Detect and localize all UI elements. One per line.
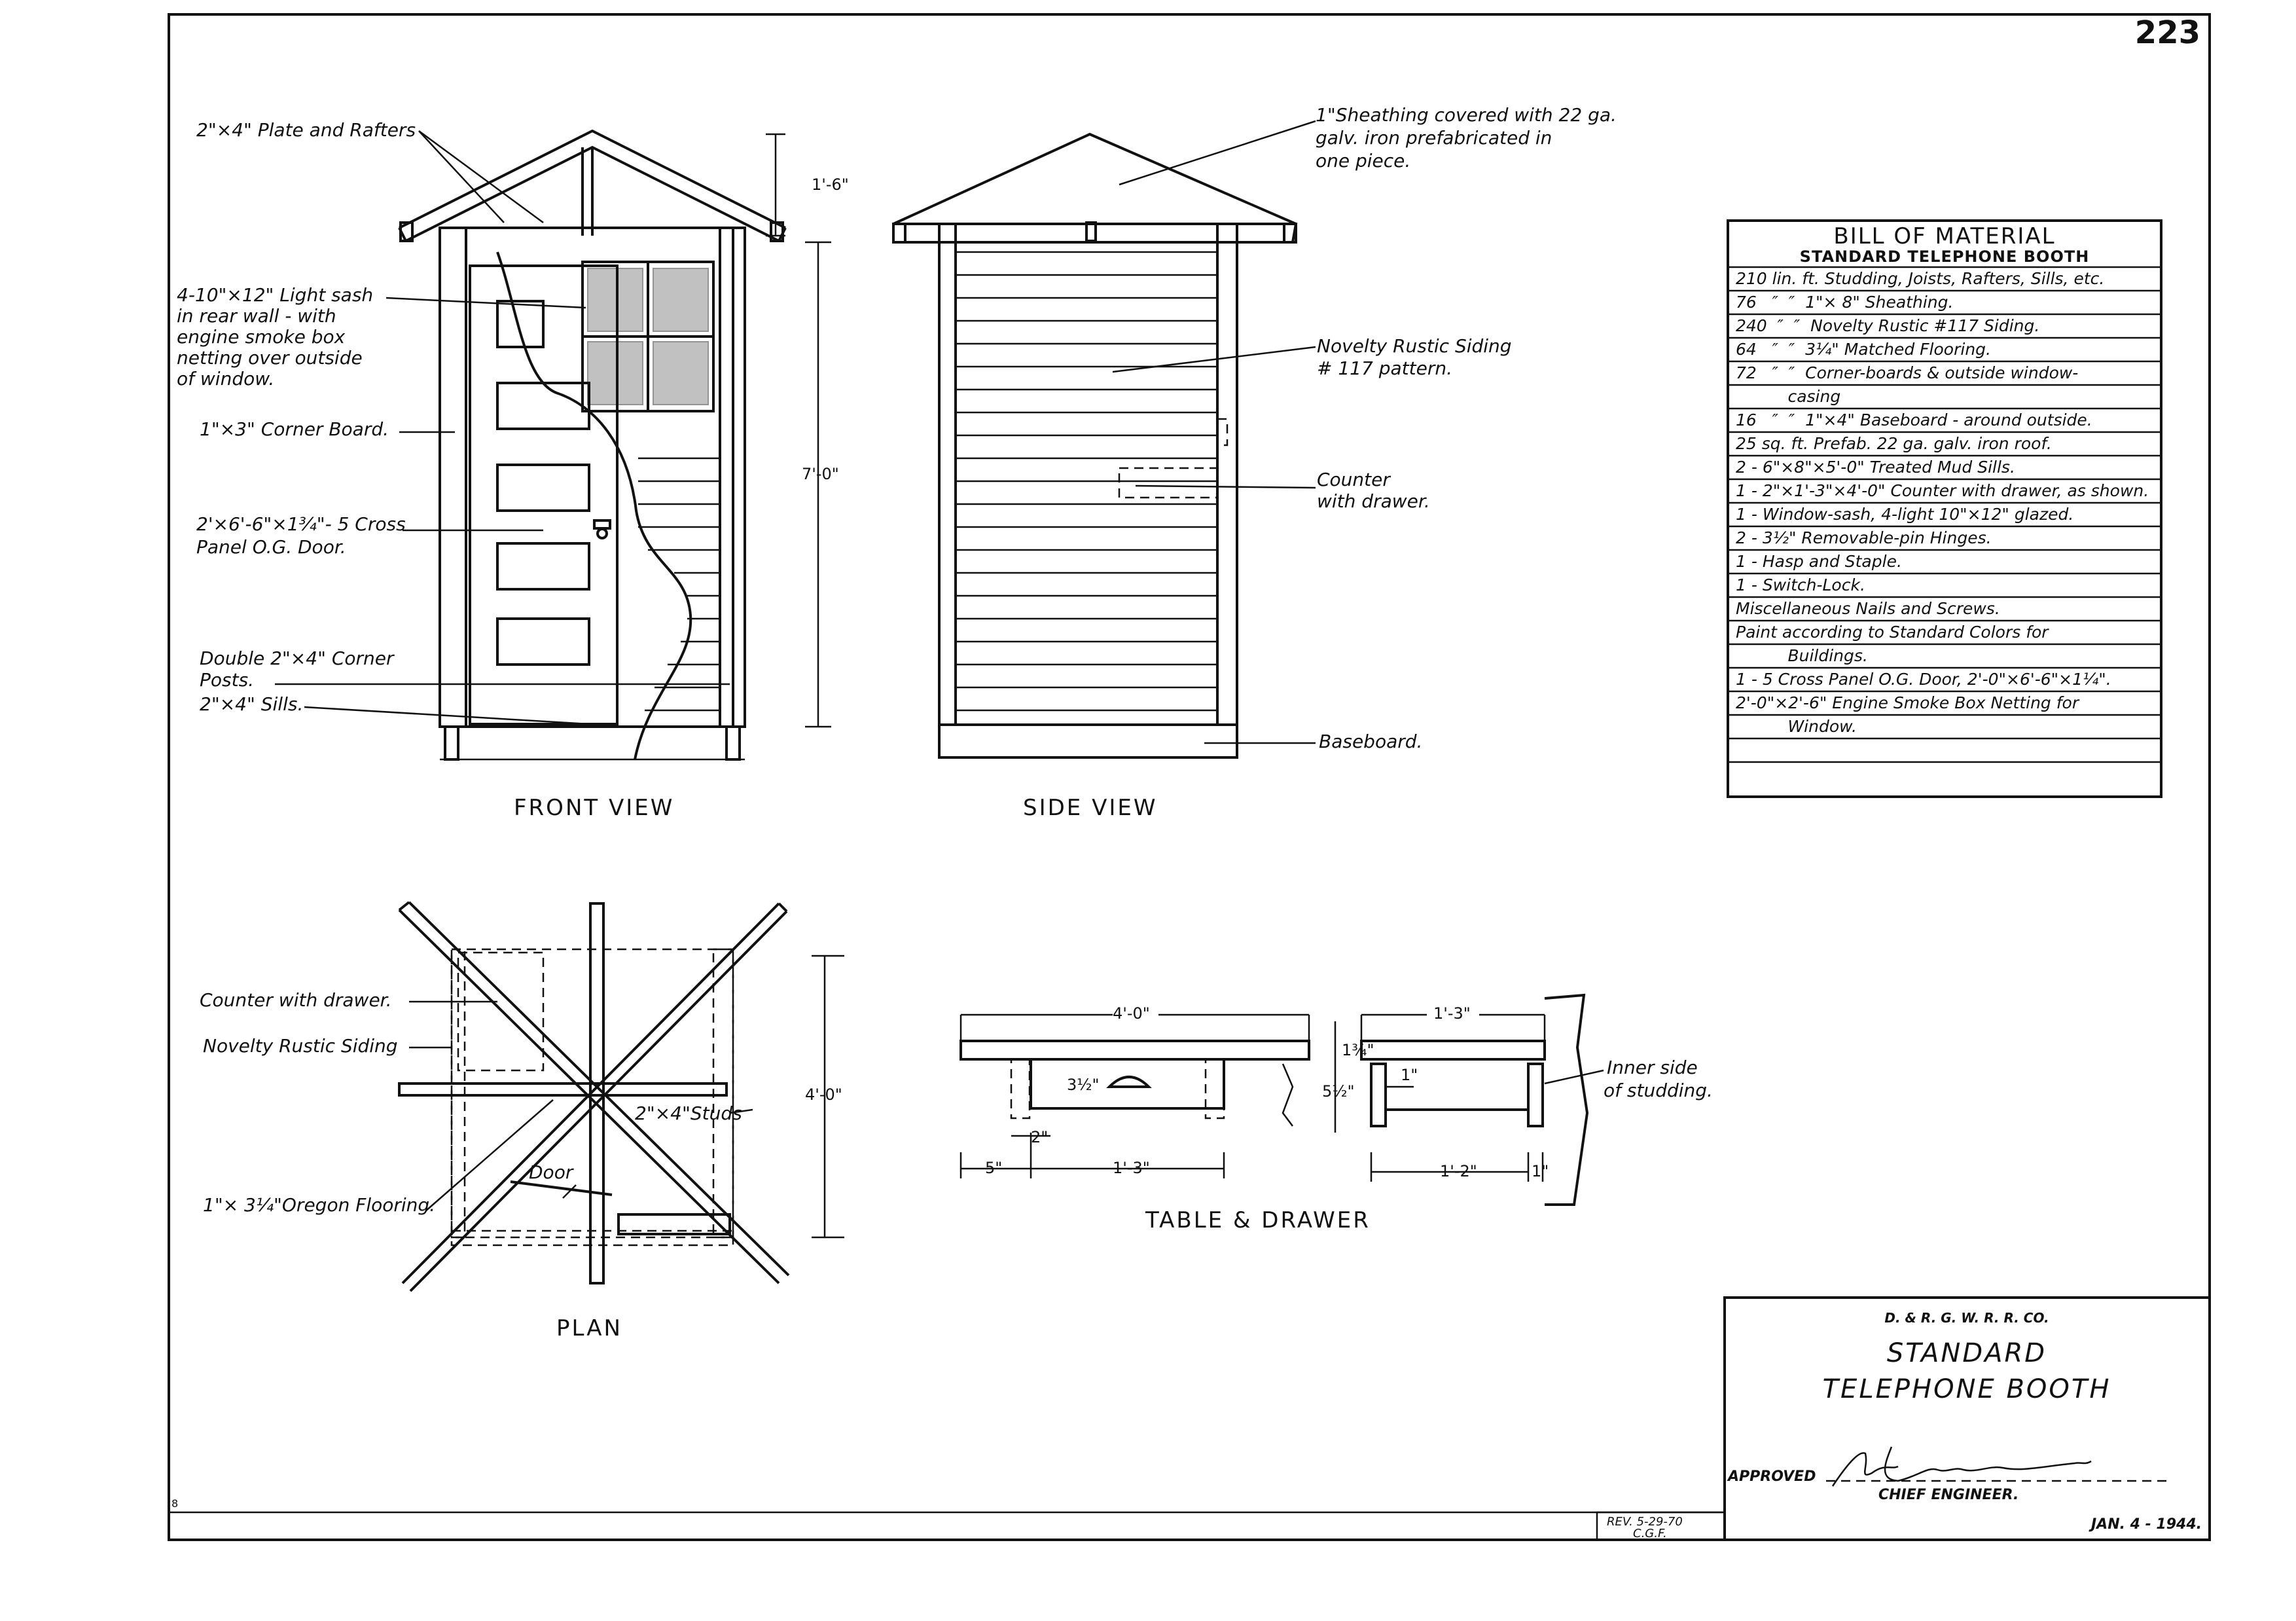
- plan-label-flooring: 1"× 3¼"Oregon Flooring.: [203, 1194, 436, 1216]
- table-dim-2: 2": [1031, 1128, 1049, 1146]
- bom-row: 210 lin. ft. Studding, Joists, Rafters, Sills, etc.: [1736, 269, 2105, 288]
- label-inner-side-2: of studding.: [1604, 1080, 1713, 1101]
- plan-label-siding: Novelty Rustic Siding: [203, 1035, 398, 1057]
- bom-row: Buildings.: [1736, 646, 1868, 665]
- label-light-sash-4: netting over outside: [177, 347, 363, 369]
- sheet-number: 223: [2134, 14, 2200, 51]
- label-counter-1: Counter: [1317, 469, 1390, 490]
- plan-label-door: Door: [529, 1161, 573, 1183]
- label-corner-board: 1"×3" Corner Board.: [200, 418, 389, 440]
- table-dim-1-2: 1'-2": [1440, 1162, 1477, 1180]
- label-light-sash-5: of window.: [177, 368, 275, 390]
- caption-front-view: FRONT VIEW: [514, 795, 675, 821]
- bom-title: BILL OF MATERIAL: [1833, 223, 2056, 249]
- caption-table-drawer: TABLE & DRAWER: [1145, 1207, 1371, 1233]
- label-light-sash-2: in rear wall - with: [177, 305, 336, 327]
- table-dim-one: 1": [1401, 1066, 1418, 1084]
- bom-row: Miscellaneous Nails and Screws.: [1736, 599, 2000, 618]
- caption-side-view: SIDE VIEW: [1023, 795, 1158, 821]
- label-light-sash-1: 4-10"×12" Light sash: [177, 284, 374, 306]
- bill-of-material: [1728, 221, 2161, 797]
- title-date: JAN. 4 - 1944.: [2091, 1516, 2202, 1533]
- side-wall-outline: [939, 224, 1237, 725]
- label-sheathing-3: one piece.: [1316, 150, 1411, 172]
- table-section-top: [1361, 1041, 1545, 1059]
- plan-dim-width: 4'-0": [805, 1085, 842, 1104]
- title-revision-sub: C.G.F.: [1633, 1527, 1667, 1540]
- bom-row: casing: [1736, 387, 1841, 406]
- bom-row: Paint according to Standard Colors for: [1736, 623, 2049, 642]
- label-siding-1: Novelty Rustic Siding: [1317, 335, 1512, 357]
- title-company: D. & R. G. W. R. R. CO.: [1884, 1310, 2049, 1326]
- label-door-1: 2'×6'-6"×1¾"- 5 Cross: [196, 513, 406, 535]
- front-dim-height: 7'-0": [802, 465, 839, 483]
- title-line1: STANDARD: [1886, 1338, 2047, 1368]
- bom-row: 1 - Window-sash, 4-light 10"×12" glazed.: [1736, 505, 2074, 524]
- label-baseboard: Baseboard.: [1319, 731, 1423, 752]
- caption-plan: PLAN: [556, 1315, 622, 1341]
- table-dim-1b: 1": [1532, 1162, 1549, 1180]
- sheet-mark: 8: [171, 1497, 179, 1510]
- label-sheathing-2: galv. iron prefabricated in: [1316, 127, 1552, 149]
- front-dim-roof: 1'-6": [812, 175, 849, 194]
- bom-row: 76 ″ ″ 1"× 8" Sheathing.: [1736, 293, 1954, 312]
- title-signer: CHIEF ENGINEER.: [1878, 1487, 2019, 1503]
- table-drawer-view: [961, 995, 1713, 1233]
- table-dim-5: 5": [985, 1159, 1003, 1177]
- side-view: [893, 104, 1617, 821]
- bom-row: 16 ″ ″ 1"×4" Baseboard - around outside.: [1736, 410, 2092, 429]
- title-revision: REV. 5-29-70: [1607, 1515, 1683, 1529]
- title-block: [169, 1298, 2210, 1540]
- label-plate-rafters: 2"×4" Plate and Rafters: [196, 119, 416, 141]
- plan-label-studs: 2"×4"Studs: [635, 1102, 742, 1124]
- side-counter-hidden: [1119, 468, 1217, 498]
- label-counter-2: with drawer.: [1317, 490, 1430, 512]
- label-corner-posts-2: Posts.: [200, 669, 255, 691]
- bom-row: 72 ″ ″ Corner-boards & outside window-: [1736, 363, 2079, 382]
- bom-row: 2'-0"×2'-6" Engine Smoke Box Netting for: [1736, 693, 2079, 712]
- label-door-2: Panel O.G. Door.: [196, 536, 346, 558]
- bom-row: 1 - Switch-Lock.: [1736, 575, 1865, 594]
- plan-view: [200, 902, 844, 1341]
- bom-row: 1 - 2"×1'-3"×4'-0" Counter with drawer, as shown.: [1736, 481, 2149, 500]
- table-dim-drawer-h: 3½": [1067, 1076, 1100, 1094]
- table-dim-1-3a: 1'-3": [1113, 1159, 1150, 1177]
- plan-label-counter: Counter with drawer.: [200, 989, 392, 1011]
- front-view: [177, 119, 849, 821]
- label-corner-posts-1: Double 2"×4" Corner: [200, 647, 394, 669]
- bom-subtitle: STANDARD TELEPHONE BOOTH: [1799, 247, 2090, 266]
- bom-row: 25 sq. ft. Prefab. 22 ga. galv. iron roof.: [1736, 434, 2052, 453]
- table-dim-total-h: 5½": [1322, 1082, 1355, 1101]
- bom-row: 240 ″ ″ Novelty Rustic #117 Siding.: [1736, 316, 2040, 335]
- title-approved: APPROVED: [1728, 1468, 1816, 1485]
- bom-row: 1 - 5 Cross Panel O.G. Door, 2'-0"×6'-6"×1¼".: [1736, 670, 2111, 689]
- bom-row: 1 - Hasp and Staple.: [1736, 552, 1902, 571]
- label-sheathing-1: 1"Sheathing covered with 22 ga.: [1316, 104, 1617, 126]
- label-siding-2: # 117 pattern.: [1317, 357, 1452, 379]
- bom-row: Window.: [1736, 717, 1857, 736]
- label-sills: 2"×4" Sills.: [200, 693, 304, 715]
- table-dim-depth: 1'-3": [1433, 1004, 1471, 1023]
- bom-row: 2 - 6"×8"×5'-0" Treated Mud Sills.: [1736, 458, 2015, 477]
- table-top: [961, 1041, 1309, 1059]
- bom-row: 2 - 3½" Removable-pin Hinges.: [1736, 528, 1992, 547]
- table-dim-top: 1¾": [1342, 1041, 1374, 1059]
- table-dim-length: 4'-0": [1113, 1004, 1150, 1023]
- bom-row: 64 ″ ″ 3¼" Matched Flooring.: [1736, 340, 1991, 359]
- label-inner-side-1: Inner side: [1607, 1057, 1698, 1078]
- title-line2: TELEPHONE BOOTH: [1822, 1374, 2111, 1404]
- label-light-sash-3: engine smoke box: [177, 326, 346, 348]
